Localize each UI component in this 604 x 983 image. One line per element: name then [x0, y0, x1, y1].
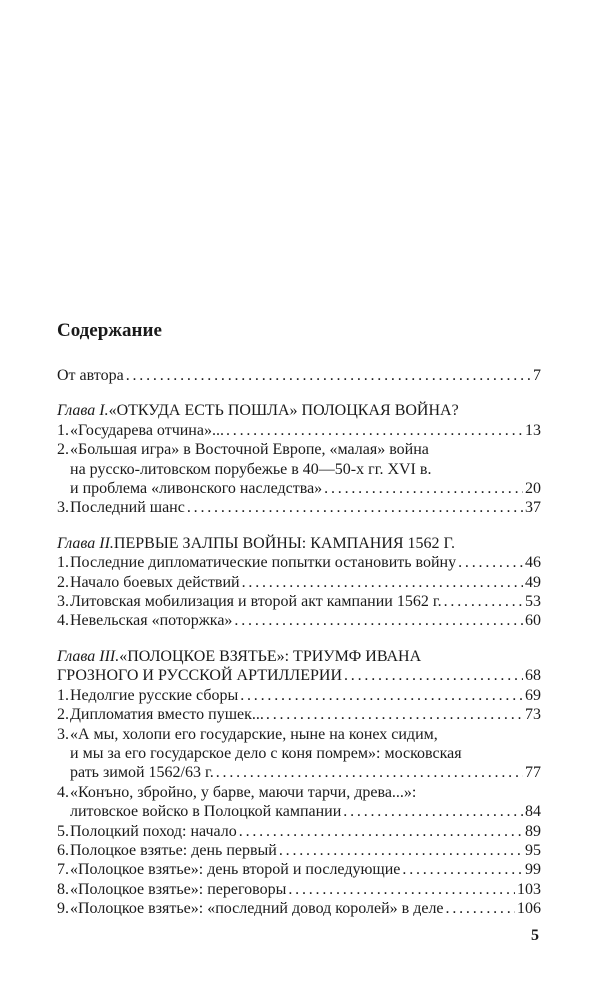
page-ref[interactable]: 13	[525, 421, 541, 439]
toc-entry[interactable]	[57, 860, 541, 879]
toc-entry-line	[57, 440, 541, 459]
entry-number: 3.	[57, 593, 69, 611]
entry-number: 2.	[57, 441, 69, 459]
toc-entry[interactable]	[57, 822, 541, 841]
toc-entry-line	[57, 802, 541, 821]
toc-entry-line	[57, 592, 541, 611]
table-of-contents	[57, 366, 541, 935]
page-title: Содержание	[57, 320, 162, 341]
toc-entry[interactable]	[57, 880, 541, 899]
entry-number: 1.	[57, 686, 69, 704]
chapter-heading-line	[57, 401, 541, 420]
dot-leader	[266, 705, 523, 724]
dot-leader	[402, 860, 523, 879]
entry-number: 5.	[57, 822, 69, 840]
toc-entry-line	[57, 479, 541, 498]
entry-title: «Большая игра» в Восточной Европе, «малая» война	[70, 441, 429, 459]
toc-group	[57, 534, 541, 631]
toc-entry-line	[57, 553, 541, 572]
entry-title: Полоцкий поход: начало	[70, 822, 237, 840]
entry-title: «Государева отчина»...	[70, 421, 224, 439]
entry-title: Литовская мобилизация и второй акт кампании 1562 г.	[70, 593, 442, 611]
toc-entry[interactable]	[57, 611, 541, 630]
chapter-heading-line	[57, 666, 541, 685]
page-ref[interactable]: 77	[525, 764, 541, 782]
entry-title: Дипломатия вместо пушек...	[70, 706, 264, 724]
entry-number: 4.	[57, 612, 69, 630]
entry-title: и проблема «ливонского наследства»	[70, 480, 323, 498]
entry-number: 1.	[57, 554, 69, 572]
chapter-title: ПЕРВЫЕ ЗАЛПЫ ВОЙНЫ: КАМПАНИЯ 1562 Г.	[113, 534, 455, 552]
toc-entry-line	[57, 899, 541, 918]
entry-number: 1.	[57, 421, 69, 439]
toc-entry-line	[57, 573, 541, 592]
toc-entry[interactable]	[57, 705, 541, 724]
page-ref[interactable]: 46	[525, 554, 541, 572]
toc-entry-line	[57, 366, 541, 385]
chapter-heading-line	[57, 534, 541, 553]
dot-leader	[216, 763, 523, 782]
entry-title: Последние дипломатические попытки остановить войну	[70, 554, 457, 572]
dot-leader	[126, 366, 531, 385]
dot-leader	[242, 573, 523, 592]
entry-number: 2.	[57, 573, 69, 591]
toc-entry[interactable]	[57, 841, 541, 860]
entry-number: 9.	[57, 900, 69, 918]
chapter-label: Глава I.	[57, 402, 109, 420]
entry-title: на русско-литовском порубежье в 40—50-х гг. XVI в.	[70, 460, 432, 478]
chapter-label: Глава II.	[57, 534, 114, 552]
page-ref[interactable]: 106	[517, 900, 541, 918]
entry-title: Недолгие русские сборы	[70, 686, 239, 704]
page-ref[interactable]: 68	[525, 667, 541, 685]
entry-title: рать зимой 1562/63 г.	[70, 764, 214, 782]
entry-title: «А мы, холопи его государские, ныне на конех сидим,	[70, 725, 438, 743]
entry-number: 3.	[57, 499, 69, 517]
entry-number: 6.	[57, 841, 69, 859]
page-ref[interactable]: 103	[517, 880, 541, 898]
dot-leader	[288, 880, 515, 899]
page-ref[interactable]: 7	[533, 367, 541, 384]
entry-title: литовское войско в Полоцкой кампании	[70, 803, 342, 821]
toc-entry[interactable]	[57, 498, 541, 517]
page-ref[interactable]: 95	[525, 841, 541, 859]
entry-number: 2.	[57, 706, 69, 724]
dot-leader	[239, 822, 523, 841]
dot-leader	[187, 498, 523, 517]
page-ref[interactable]: 49	[525, 573, 541, 591]
dot-leader	[344, 666, 523, 685]
entry-title: «Полоцкое взятье»: «последний довод королей» в деле	[70, 900, 444, 918]
chapter-title: ГРОЗНОГО И РУССКОЙ АРТИЛЛЕРИИ	[57, 667, 342, 685]
toc-entry[interactable]	[57, 553, 541, 572]
toc-entry-line	[57, 841, 541, 860]
entry-number: 8.	[57, 880, 69, 898]
dot-leader	[444, 592, 523, 611]
entry-title: и мы за его государское дело с коня помрем»: московская	[70, 744, 462, 762]
page-ref[interactable]: 99	[525, 861, 541, 879]
entry-title: «Конъно, збройно, у барве, маючи тарчи, древа...»:	[70, 783, 417, 801]
toc-entry[interactable]	[57, 899, 541, 918]
page-ref[interactable]: 73	[525, 706, 541, 724]
entry-title: Полоцкое взятье: день первый	[70, 841, 277, 859]
toc-entry-line	[57, 611, 541, 630]
entry-number: 4.	[57, 783, 69, 801]
page-ref[interactable]: 37	[525, 499, 541, 517]
dot-leader	[458, 553, 523, 572]
page-ref[interactable]: 60	[525, 612, 541, 630]
dot-leader	[226, 421, 523, 440]
page-number: 5	[531, 927, 539, 944]
entry-title: Невельская «поторжка»	[70, 612, 233, 630]
toc-entry-line	[57, 822, 541, 841]
toc-entry-line	[57, 860, 541, 879]
dot-leader	[240, 686, 523, 705]
chapter-title: «ПОЛОЦКОЕ ВЗЯТЬЕ»: ТРИУМФ ИВАНА	[119, 647, 422, 665]
toc-entry-line	[57, 880, 541, 899]
entry-number: 3.	[57, 725, 69, 743]
toc-entry[interactable]	[57, 725, 541, 783]
toc-entry[interactable]	[57, 783, 541, 822]
entry-title: «Полоцкое взятье»: день второй и последующие	[70, 861, 401, 879]
toc-entry-line	[57, 686, 541, 705]
toc-entry-line	[57, 783, 541, 802]
dot-leader	[234, 611, 523, 630]
dot-leader	[446, 899, 515, 918]
toc-entry-line	[57, 705, 541, 724]
toc-entry[interactable]	[57, 440, 541, 498]
toc-entry-line	[57, 744, 541, 763]
entry-title: Последний шанс	[70, 499, 185, 517]
toc-entry-line	[57, 763, 541, 782]
toc-entry[interactable]	[57, 366, 541, 385]
dot-leader	[343, 802, 523, 821]
toc-entry[interactable]	[57, 686, 541, 705]
dot-leader	[279, 841, 523, 860]
chapter-heading-line	[57, 647, 541, 666]
toc-group	[57, 366, 541, 385]
page-ref[interactable]: 20	[525, 480, 541, 498]
chapter-title: «ОТКУДА ЕСТЬ ПОШЛА» ПОЛОЦКАЯ ВОЙНА?	[108, 402, 459, 420]
page-ref[interactable]: 69	[525, 686, 541, 704]
page-ref[interactable]: 89	[525, 822, 541, 840]
page-ref[interactable]: 53	[525, 593, 541, 611]
entry-title: От автора	[57, 367, 124, 384]
entry-title: «Полоцкое взятье»: переговоры	[70, 880, 287, 898]
toc-entry-line	[57, 460, 541, 479]
toc-group	[57, 401, 541, 517]
toc-group	[57, 647, 541, 919]
toc-entry[interactable]	[57, 592, 541, 611]
toc-entry-line	[57, 421, 541, 440]
toc-entry[interactable]	[57, 421, 541, 440]
toc-entry-line	[57, 498, 541, 517]
entry-title: Начало боевых действий	[70, 573, 240, 591]
entry-number: 7.	[57, 861, 69, 879]
chapter-label: Глава III.	[57, 647, 120, 665]
toc-entry-line	[57, 725, 541, 744]
dot-leader	[324, 479, 523, 498]
toc-entry[interactable]	[57, 573, 541, 592]
page-ref[interactable]: 84	[525, 803, 541, 821]
